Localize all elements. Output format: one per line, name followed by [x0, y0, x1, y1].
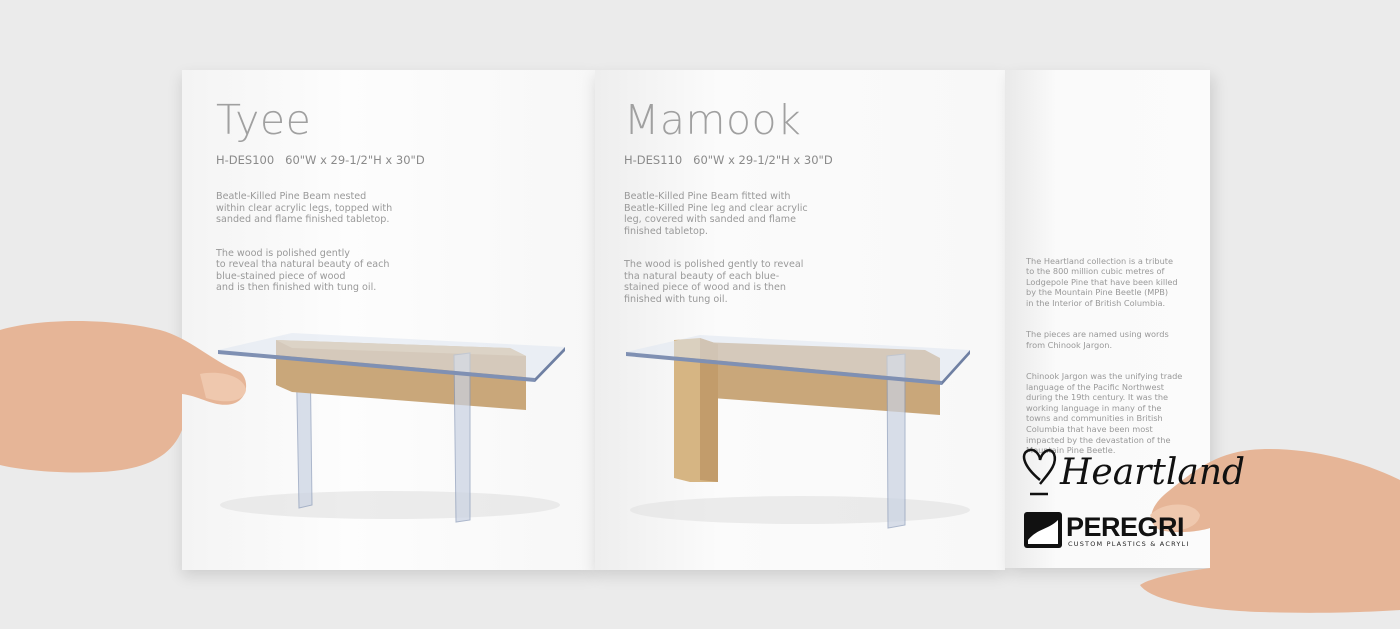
- description-paragraph: The wood is polished gently to reveal tha natural beauty of each blue- stained piece of wood and is then finished with tung oil.: [624, 259, 804, 305]
- description-paragraph: Beatle-Killed Pine Beam fitted with Beatle-Killed Pine leg and clear acrylic leg, covered with sanded and flame finished tabletop.: [624, 191, 808, 237]
- description-paragraph: The Heartland collection is a tribute to the 800 million cubic metres of Lodgepole Pine that have been killed by the Mountain Pine Beetle (MPB) in the Interior of British Columbia.: [1026, 255, 1178, 308]
- acrylic-leg: [454, 353, 470, 522]
- tyee-table-image: [218, 333, 565, 522]
- description-paragraph: The pieces are named using words from Chinook Jargon.: [1026, 329, 1169, 350]
- peregrine-logo: PEREGRI: [1066, 512, 1185, 542]
- product-title-mamook: Mamook: [624, 96, 802, 144]
- product-spec-tyee: H-DES100 60"W x 29-1/2"H x 30"D: [216, 153, 425, 167]
- product-title-tyee: Tyee: [216, 96, 312, 144]
- description-paragraph: Chinook Jargon was the unifying trade language of the Pacific Northwest during the 19th century. It was the working language in many of the towns and communities in British Columbia that have been most impacted by the devastation of the Mountain Pine Beetle.: [1026, 370, 1183, 456]
- heart-logo-icon: [1024, 450, 1055, 494]
- product-spec-mamook: H-DES110 60"W x 29-1/2"H x 30"D: [624, 153, 833, 167]
- description-paragraph: Beatle-Killed Pine Beam nested within clear acrylic legs, topped with sanded and flame finished tabletop.: [216, 191, 393, 226]
- peregrine-logo-icon: [1024, 512, 1062, 548]
- heartland-logo: Heartland: [1060, 452, 1246, 493]
- peregrine-tagline: CUSTOM PLASTICS & ACRYLI: [1068, 540, 1190, 548]
- description-paragraph: The wood is polished gently to reveal tha natural beauty of each blue-stained piece of wood and is then finished with tung oil.: [216, 248, 390, 294]
- mamook-table-image: [626, 335, 970, 528]
